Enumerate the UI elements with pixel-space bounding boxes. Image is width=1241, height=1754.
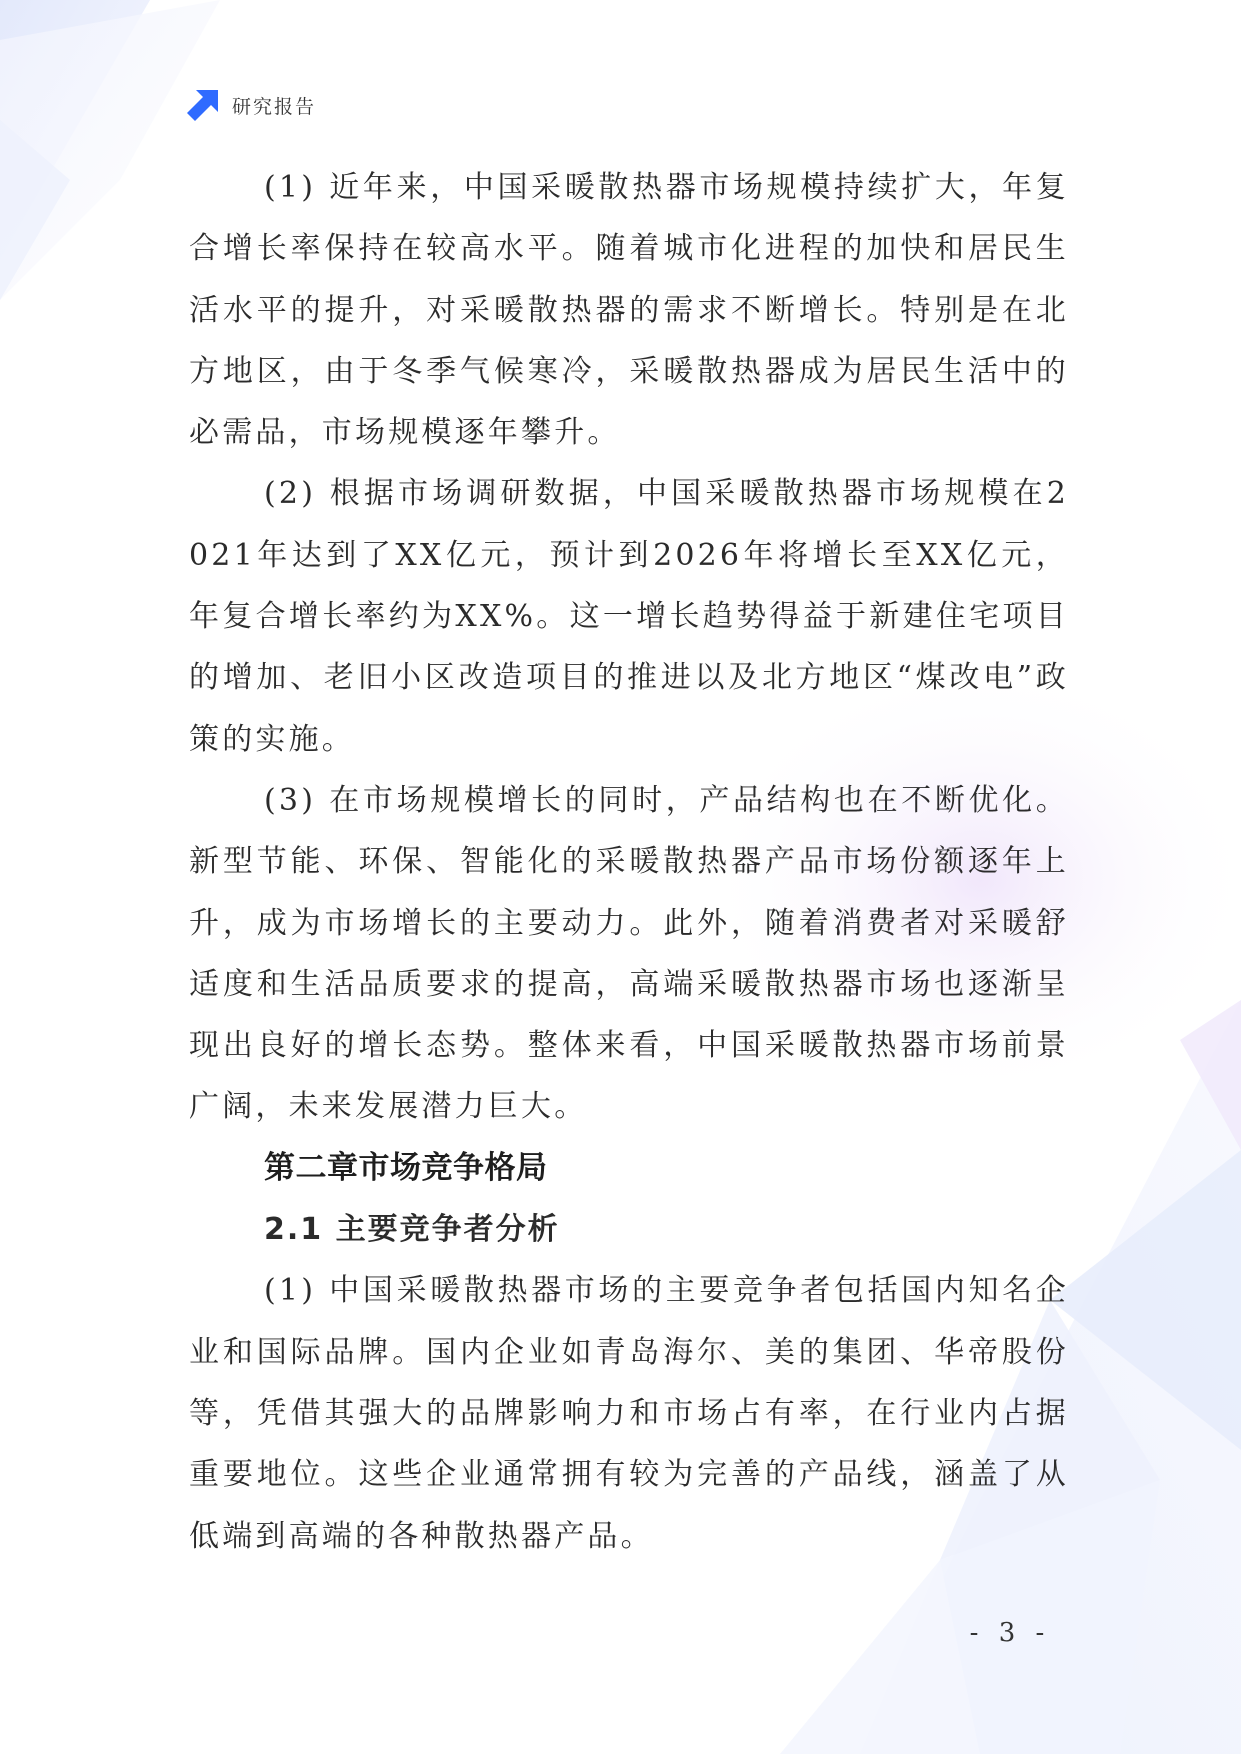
paragraph: (2) 根据市场调研数据，中国采暖散热器市场规模在2021年达到了XX亿元，预计到2026年将增长至XX亿元，年复合增长率约为XX%。这一增长趋势得益于新建住宅项目的增加、老旧小区改造项目的推进以及北方地区“煤改电”政策的实施。 [189, 476, 1069, 757]
paragraph: (1) 中国采暖散热器市场的主要竞争者包括国内知名企业和国际品牌。国内企业如青岛海尔、美的集团、华帝股份等，凭借其强大的品牌影响力和市场占有率，在行业内占据重要地位。这些企业通常拥有较为完善的产品线，涵盖了从低端到高端的各种散热器产品。 [189, 1273, 1069, 1554]
section-heading: 2.1 主要竞争者分析 [264, 1212, 560, 1248]
header-title: 研究报告 [232, 95, 317, 118]
paragraph: (1) 近年来，中国采暖散热器市场规模持续扩大，年复合增长率保持在较高水平。随着城市化进程的加快和居民生活水平的提升，对采暖散热器的需求不断增长。特别是在北方地区，由于冬季气候寒冷，采暖散热器成为居民生活中的必需品，市场规模逐年攀升。 [189, 170, 1069, 451]
document-body [189, 157, 1069, 1567]
report-header [186, 88, 316, 122]
page-number: - 3 - [969, 1618, 1051, 1648]
paragraph: (3) 在市场规模增长的同时，产品结构也在不断优化。新型节能、环保、智能化的采暖散热器产品市场份额逐年上升，成为市场增长的主要动力。此外，随着消费者对采暖舒适度和生活品质要求的提高，高端采暖散热器市场也逐渐呈现出良好的增长态势。整体来看，中国采暖散热器市场前景广阔，未来发展潜力巨大。 [189, 782, 1069, 1125]
arrow-up-right-icon [186, 88, 220, 122]
chapter-heading: 第二章市场竞争格局 [264, 1149, 548, 1186]
